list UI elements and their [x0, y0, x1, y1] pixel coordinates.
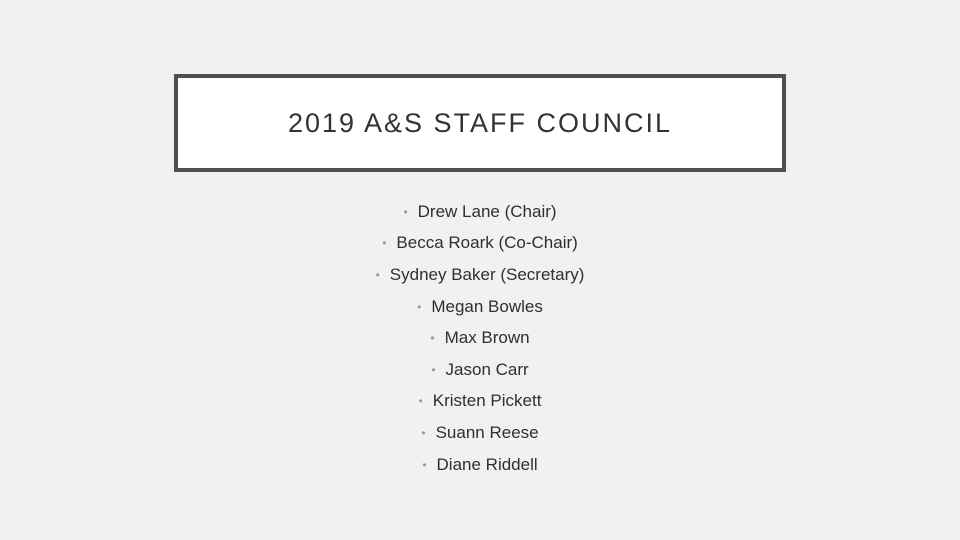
bullet-icon: • [417, 299, 422, 314]
list-item [0, 322, 960, 354]
member-name: Kristen Pickett [432, 391, 542, 411]
member-name: Drew Lane (Chair) [417, 201, 557, 221]
list-item [0, 449, 960, 481]
member-name: Megan Bowles [431, 296, 543, 316]
list-item [0, 354, 960, 386]
member-name: Max Brown [444, 328, 530, 348]
list-item [0, 196, 960, 228]
bullet-icon: • [382, 236, 387, 251]
member-list [0, 196, 960, 480]
list-item [0, 417, 960, 449]
member-name: Diane Riddell [436, 454, 538, 474]
member-name: Jason Carr [445, 359, 529, 379]
list-item [0, 291, 960, 323]
member-name: Becca Roark (Co-Chair) [396, 233, 578, 253]
bullet-icon: • [430, 331, 435, 346]
member-name: Sydney Baker (Secretary) [389, 264, 585, 284]
bullet-icon: • [421, 425, 426, 440]
list-item [0, 386, 960, 418]
bullet-icon: • [422, 457, 427, 472]
bullet-icon: • [431, 362, 436, 377]
bullet-icon: • [375, 267, 380, 282]
slide-title: 2019 A&S STAFF COUNCIL [287, 107, 673, 138]
member-name: Suann Reese [435, 422, 539, 442]
list-item [0, 228, 960, 260]
list-item [0, 259, 960, 291]
title-box [174, 74, 786, 172]
bullet-icon: • [403, 204, 408, 219]
bullet-icon: • [418, 394, 423, 409]
